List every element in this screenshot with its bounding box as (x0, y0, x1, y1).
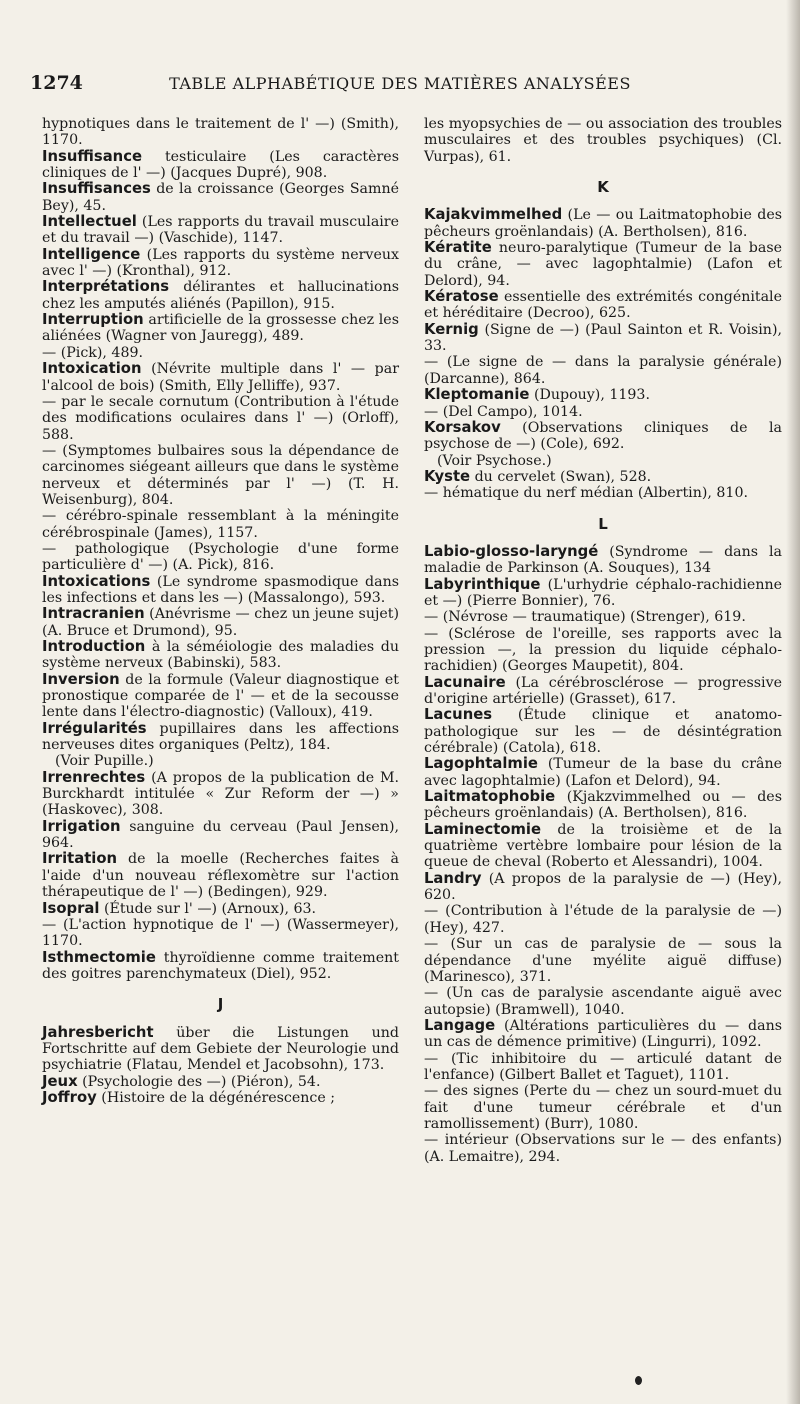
entry-text: (Syndrome — dans la maladie de Parkinson (A. Souques), 134 (424, 543, 782, 577)
index-entry (424, 626, 782, 675)
entry-text: — (Sur un cas de paralysie de — sous la dépendance d'une myélite aiguë diffuse) (Marinesco), 371. (424, 936, 782, 985)
index-entry (42, 541, 399, 574)
index-entry (42, 312, 399, 345)
index-entry (42, 851, 399, 900)
index-entry (42, 1090, 399, 1106)
index-entry (424, 387, 782, 403)
index-entry (424, 207, 782, 240)
entry-headword: Joffroy (42, 1088, 97, 1106)
entry-headword: Interprétations (42, 278, 170, 296)
entry-text: — (Sclérose de l'oreille, ses rapports avec la pression —, la pression du liquide céphalo-rachidien) (Georges Maupetit), 804. (424, 625, 782, 675)
entry-headword: Irrégularités (42, 719, 147, 737)
index-entry (42, 574, 399, 607)
index-entry (424, 1083, 782, 1132)
entry-text: (L'urhydrie céphalo-rachidienne et —) (Pierre Bonnier), 76. (424, 576, 782, 609)
entry-text: neuro-paralytique (Tumeur de la base du crâne, — avec lagophtalmie) (Lafon et Delord), 94. (424, 240, 782, 289)
entry-text: délirantes et hallucinations chez les amputés aliénés (Papillon), 915. (42, 279, 399, 312)
entry-text: — (Contribution à l'étude de la paralysie de —) (Hey), 427. (424, 903, 782, 936)
entry-text: à la séméiologie des maladies du système nerveux (Babinski), 583. (42, 639, 399, 672)
index-entry (42, 116, 399, 149)
entry-headword: Irritation (42, 850, 118, 868)
index-entry (424, 354, 782, 387)
index-entry (42, 639, 399, 672)
index-entry (424, 789, 782, 822)
index-entry (424, 1051, 782, 1084)
entry-text: essentielle des extrémités congénitale et héréditaire (Decroo), 625. (424, 289, 782, 322)
entry-text: artificielle de la grossesse chez les aliénées (Wagner von Jauregg), 489. (42, 312, 399, 345)
entry-headword: Kératite (424, 239, 492, 257)
entry-headword: Intoxications (42, 572, 151, 590)
index-entry (424, 1132, 782, 1165)
index-entry (424, 469, 782, 485)
entry-headword: Intoxication (42, 360, 142, 378)
index-entry (42, 181, 399, 214)
entry-headword: Lagophtalmie (424, 755, 538, 773)
entry-headword: Jahresbericht (42, 1023, 154, 1041)
index-entry (424, 1018, 782, 1051)
entry-text: — des signes (Perte du — chez un sourd-muet du fait d'une tumeur cérébrale et d'un ramollissement) (Burr), 1080. (424, 1083, 782, 1132)
entry-text: — (Symptomes bulbaires sous la dépendance de carcinomes siégeant ailleurs que dans le système nerveux et déterminés par l' —) (T. H. Weisenburg), 804. (42, 442, 399, 508)
entry-text: — pathologique (Psychologie d'une forme particulière d' —) (A. Pick), 816. (42, 540, 399, 574)
index-entry (42, 770, 399, 819)
entry-headword: Landry (424, 869, 482, 887)
entry-text: über die Listungen und Fortschritte auf dem Gebiete der Neurologie und psychiatrie (Flatau, Mendel et Jacobsohn), 173. (42, 1024, 399, 1074)
index-entry (42, 753, 399, 769)
entry-text: — hématique du nerf médian (Albertin), 810. (424, 485, 748, 502)
index-entry (424, 609, 782, 625)
entry-text: de la formule (Valeur diagnostique et pronostique comparée de l' — et de la secousse lente dans l'électro-diagnostic) (Valloux), 419. (42, 671, 399, 721)
right-column (424, 116, 782, 1165)
entry-headword: Laminectomie (424, 820, 542, 838)
index-entry (424, 240, 782, 289)
entry-headword: Lacunaire (424, 673, 506, 691)
entry-text: (Observations cliniques de la psychose de —) (Cole), 692. (424, 419, 782, 453)
index-entry (424, 404, 782, 420)
index-entry (42, 214, 399, 247)
entry-text: — intérieur (Observations sur le — des enfants) (A. Lemaitre), 294. (424, 1132, 782, 1165)
index-entry (42, 819, 399, 852)
entry-headword: Lacunes (424, 706, 493, 724)
entry-headword: Laitmatophobie (424, 788, 556, 806)
entry-text: (Les rapports du système nerveux avec l' —) (Kronthal), 912. (42, 246, 399, 280)
entry-headword: Insuffisances (42, 180, 151, 198)
section-letter: K (597, 178, 609, 197)
index-entry (424, 453, 782, 469)
index-entry (42, 917, 399, 950)
entry-text: de la troisième et de la quatrième vertèbre lombaire pour lésion de la queue de cheval (Roberto et Alessandri), 1004. (424, 821, 782, 871)
entry-headword: Isthmectomie (42, 948, 156, 966)
entry-text: (Étude sur l' —) (Arnoux), 63. (99, 900, 317, 917)
index-entry (42, 950, 399, 983)
section-letter: J (217, 995, 224, 1014)
index-entry (424, 707, 782, 756)
entry-text: — (L'action hypnotique de l' —) (Wassermeyer), 1170. (42, 916, 399, 950)
index-entry (424, 675, 782, 708)
entry-text: (Histoire de la dégénérescence ; (96, 1089, 336, 1106)
index-entry (424, 116, 782, 165)
entry-text: (Psychologie des —) (Piéron), 54. (77, 1073, 321, 1090)
entry-text: — (Tic inhibitoire du — articulé datant de l'enfance) (Gilbert Ballet et Taguet), 1101. (424, 1050, 782, 1083)
entry-text: (Tumeur de la base du crâne avec lagophtalmie) (Lafon et Delord), 94. (424, 756, 782, 789)
index-entry (42, 901, 399, 917)
left-column (42, 116, 399, 1106)
index-entry (42, 279, 399, 312)
entry-text: de la moelle (Recherches faites à l'aide d'un nouveau réflexomètre sur l'action thérapeutique de l' —) (Bedingen), 929. (42, 851, 399, 901)
index-entry (424, 822, 782, 871)
entry-text: les myopsychies de — ou association des troubles musculaires et des troubles psychiques) (Cl. Vurpas), 61. (424, 116, 782, 165)
entry-headword: Interruption (42, 311, 144, 329)
index-entry (42, 247, 399, 280)
entry-text: (Le — ou Laitmatophobie des pêcheurs groënlandais) (A. Bertholsen), 816. (424, 207, 782, 240)
index-entry (42, 345, 399, 361)
entry-headword: Korsakov (424, 418, 501, 436)
page-header (30, 72, 770, 98)
entry-text: (Les rapports du travail musculaire et du travail —) (Vaschide), 1147. (42, 214, 399, 247)
entry-headword: Inversion (42, 670, 120, 688)
entry-text: de la croissance (Georges Samné Bey), 45. (42, 181, 399, 214)
entry-text: thyroïdienne comme traitement des goitres parenchymateux (Diel), 952. (42, 949, 399, 982)
entry-text: — (Névrose — traumatique) (Strenger), 619. (424, 609, 746, 626)
entry-text: — (Del Campo), 1014. (424, 403, 583, 420)
entry-headword: Jeux (42, 1072, 78, 1090)
index-entry (42, 508, 399, 541)
page-number: 1274 (30, 72, 83, 94)
entry-headword: Insuffisance (42, 147, 143, 165)
entry-text: — (Le signe de — dans la paralysie générale) (Darcanne), 864. (424, 354, 782, 387)
entry-text: (A propos de la publication de M. Burckhardt intitulée « Zur Reform der —) » (Haskovec), 308. (42, 769, 399, 819)
entry-headword: Intellectuel (42, 213, 137, 231)
entry-headword: Kératose (424, 288, 499, 306)
entry-text: (La cérébrosclérose — progressive d'origine artérielle) (Grasset), 617. (424, 674, 782, 707)
index-entry (424, 756, 782, 789)
index-entry (424, 485, 782, 501)
page-edge-shadow (786, 0, 800, 1404)
index-entry (42, 606, 399, 639)
entry-headword: Intelligence (42, 245, 141, 263)
entry-headword: Kleptomanie (424, 386, 530, 404)
index-entry (424, 985, 782, 1018)
entry-headword: Intracranien (42, 605, 145, 623)
index-entry (424, 903, 782, 936)
entry-text: (Le syndrome spasmodique dans les infections et dans les —) (Massalongo), 593. (42, 573, 399, 606)
entry-text: hypnotiques dans le traitement de l' —) (Smith), 1170. (42, 116, 399, 149)
entry-text: (Voir Psychose.) (437, 452, 552, 469)
index-entry (424, 577, 782, 610)
section-letter: L (598, 514, 608, 533)
index-entry (42, 443, 399, 508)
entry-headword: Kajakvimmelhed (424, 206, 563, 224)
index-entry (424, 420, 782, 453)
entry-text: du cervelet (Swan), 528. (470, 468, 652, 485)
index-entry (42, 672, 399, 721)
entry-headword: Kyste (424, 467, 471, 485)
index-entry (42, 1025, 399, 1074)
index-entry (424, 871, 782, 904)
entry-text: (Voir Pupille.) (55, 753, 154, 770)
index-entry (424, 936, 782, 985)
entry-text: (Névrite multiple dans l' — par l'alcool de bois) (Smith, Elly Jelliffe), 937. (42, 361, 399, 394)
entry-headword: Labio-glosso-laryngé (424, 542, 599, 560)
entry-headword: Labyrinthique (424, 575, 541, 593)
entry-text: sanguine du cerveau (Paul Jensen), 964. (42, 818, 399, 852)
index-entry (42, 361, 399, 394)
entry-headword: Isopral (42, 899, 100, 917)
entry-text: testiculaire (Les caractères cliniques de l' —) (Jacques Dupré), 908. (42, 148, 399, 182)
index-entry (42, 1074, 399, 1090)
page-title: TABLE ALPHABÉTIQUE DES MATIÈRES ANALYSÉES (169, 74, 631, 93)
entry-text: (Anévrisme — chez un jeune sujet) (A. Bruce et Drumond), 95. (42, 606, 399, 639)
entry-text: (Kjakzvimmelhed ou — des pêcheurs groënlandais) (A. Bertholsen), 816. (424, 789, 782, 822)
entry-text: (Étude clinique et anatomo-pathologique sur les — de désintégration cérébrale) (Catola), 618. (424, 707, 782, 757)
entry-text: — (Pick), 489. (42, 344, 144, 361)
entry-text: — par le secale cornutum (Contribution à l'étude des modifications oculaires dans l' —) (Orloff), 588. (42, 393, 399, 443)
entry-headword: Introduction (42, 638, 146, 655)
entry-headword: Irrenrechtes (42, 768, 146, 786)
entry-text: (A propos de la paralysie de —) (Hey), 620. (424, 870, 782, 904)
ink-dot (635, 1376, 642, 1385)
index-entry (42, 149, 399, 182)
entry-headword: Kernig (424, 320, 479, 338)
entry-headword: Langage (424, 1016, 496, 1034)
index-entry (424, 322, 782, 355)
entry-text: (Altérations particulières du — dans un cas de démence primitive) (Lingurri), 1092. (424, 1017, 782, 1051)
entry-text: (Dupouy), 1193. (529, 387, 650, 404)
index-entry (424, 544, 782, 577)
entry-text: pupillaires dans les affections nerveuses dites organiques (Peltz), 184. (42, 720, 399, 754)
entry-text: — cérébro-spinale ressemblant à la méningite cérébrospinale (James), 1157. (42, 508, 399, 541)
index-entry (424, 289, 782, 322)
entry-headword: Irrigation (42, 817, 121, 835)
index-entry (42, 394, 399, 443)
entry-text: (Signe de —) (Paul Sainton et R. Voisin), 33. (424, 321, 782, 355)
index-entry (42, 721, 399, 754)
entry-text: — (Un cas de paralysie ascendante aiguë avec autopsie) (Bramwell), 1040. (424, 985, 782, 1018)
